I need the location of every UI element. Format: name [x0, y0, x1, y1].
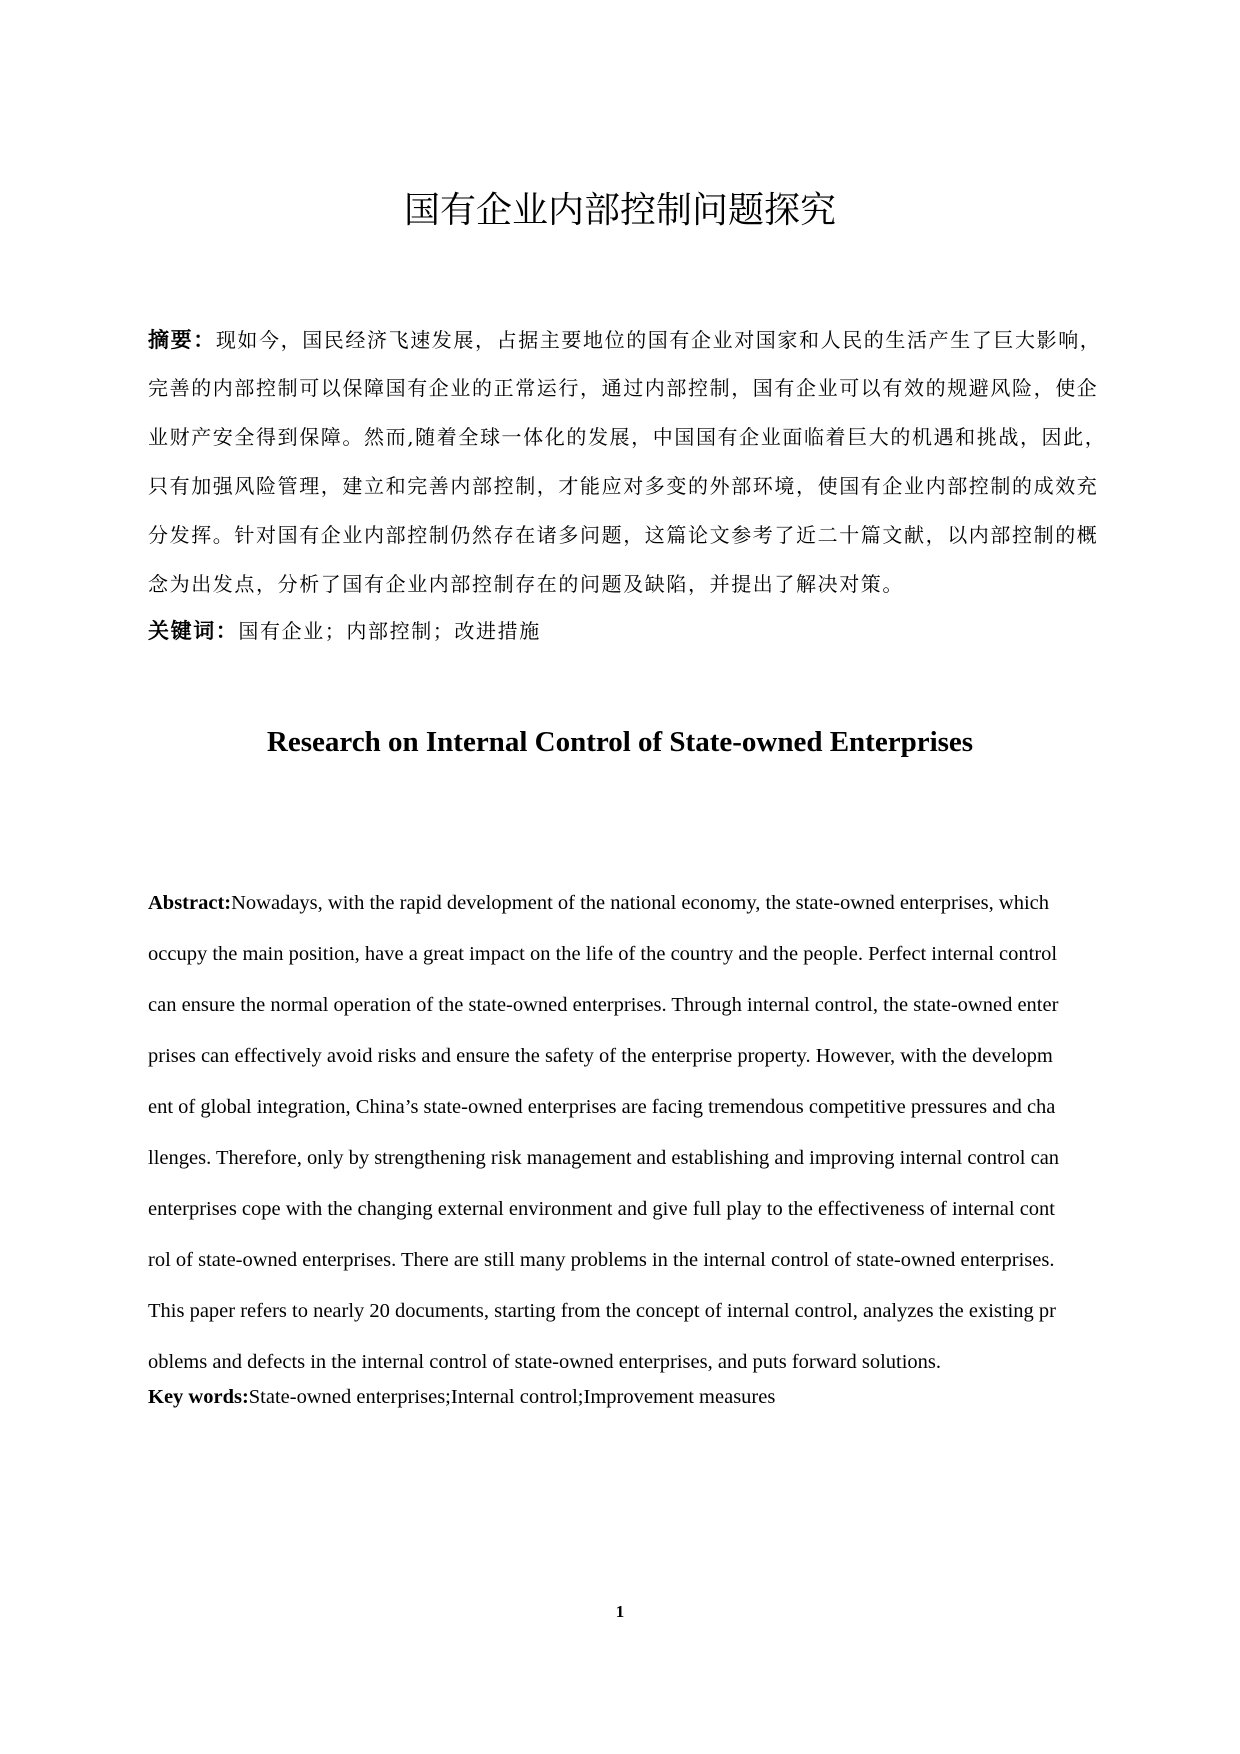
page-number: 1: [615, 1602, 625, 1621]
chinese-abstract-text: 现如今，国民经济飞速发展，占据主要地位的国有企业对国家和人民的生活产生了巨大影响，: [215, 328, 1102, 352]
english-title: Research on Internal Control of State-owned Enterprises: [266, 726, 974, 758]
chinese-abstract: [148, 315, 1116, 609]
english-abstract-line: This paper refers to nearly 20 documents, starting from the concept of internal control, analyzes the existing pr: [148, 1300, 1056, 1322]
chinese-keywords: [148, 611, 541, 651]
english-abstract-line: prises can effectively avoid risks and ensure the safety of the enterprise property. However, with the developm: [148, 1045, 1053, 1067]
chinese-abstract-label: 摘要：: [148, 327, 216, 352]
english-abstract-line: rol of state-owned enterprises. There are still many problems in the internal control of state-owned enterprises.: [148, 1249, 1055, 1271]
english-abstract: [148, 878, 1128, 1388]
chinese-title: 国有企业内部控制问题探究: [403, 190, 836, 231]
english-keywords-value: State-owned enterprises;Internal control;Improvement measures: [248, 1386, 776, 1408]
chinese-abstract-line: 念为出发点，分析了国有企业内部控制存在的问题及缺陷，并提出了解决对策。: [148, 572, 904, 596]
english-abstract-line: enterprises cope with the changing external environment and give full play to the effectiveness of internal cont: [148, 1198, 1056, 1220]
chinese-abstract-line: 分发挥。针对国有企业内部控制仍然存在诸多问题，这篇论文参考了近二十篇文献，以内部控制的概: [148, 523, 1099, 547]
chinese-keywords-value: 国有企业；内部控制；改进措施: [238, 619, 541, 643]
english-keywords-label: Key words:: [148, 1386, 249, 1408]
english-abstract-line: [148, 878, 1128, 929]
english-abstract-label: Abstract:: [148, 892, 232, 914]
english-abstract-text: Nowadays, with the rapid development of the national economy, the state-owned enterprises, which: [231, 892, 1049, 914]
chinese-abstract-line: 只有加强风险管理，建立和完善内部控制，才能应对多变的外部环境，使国有企业内部控制的成效充: [148, 474, 1099, 498]
english-abstract-line: occupy the main position, have a great impact on the life of the country and the people. Perfect internal control: [148, 943, 1058, 965]
chinese-abstract-line: 业财产安全得到保障。然而,随着全球一体化的发展，中国国有企业面临着巨大的机遇和挑战，因此，: [148, 425, 1107, 449]
english-abstract-line: ent of global integration, China’s state-owned enterprises are facing tremendous competitive pressures and cha: [148, 1096, 1056, 1118]
chinese-abstract-line: 完善的内部控制可以保障国有企业的正常运行，通过内部控制，国有企业可以有效的规避风险，使企: [148, 376, 1099, 400]
english-abstract-line: llenges. Therefore, only by strengthening risk management and establishing and improving internal control can: [148, 1147, 1060, 1169]
chinese-keywords-label: 关键词：: [148, 618, 239, 643]
english-abstract-line: oblems and defects in the internal control of state-owned enterprises, and puts forward solutions.: [148, 1351, 942, 1373]
english-keywords: [148, 1382, 775, 1412]
english-abstract-line: can ensure the normal operation of the state-owned enterprises. Through internal control, the state-owned enter: [148, 994, 1059, 1016]
chinese-abstract-line: [148, 315, 1116, 364]
